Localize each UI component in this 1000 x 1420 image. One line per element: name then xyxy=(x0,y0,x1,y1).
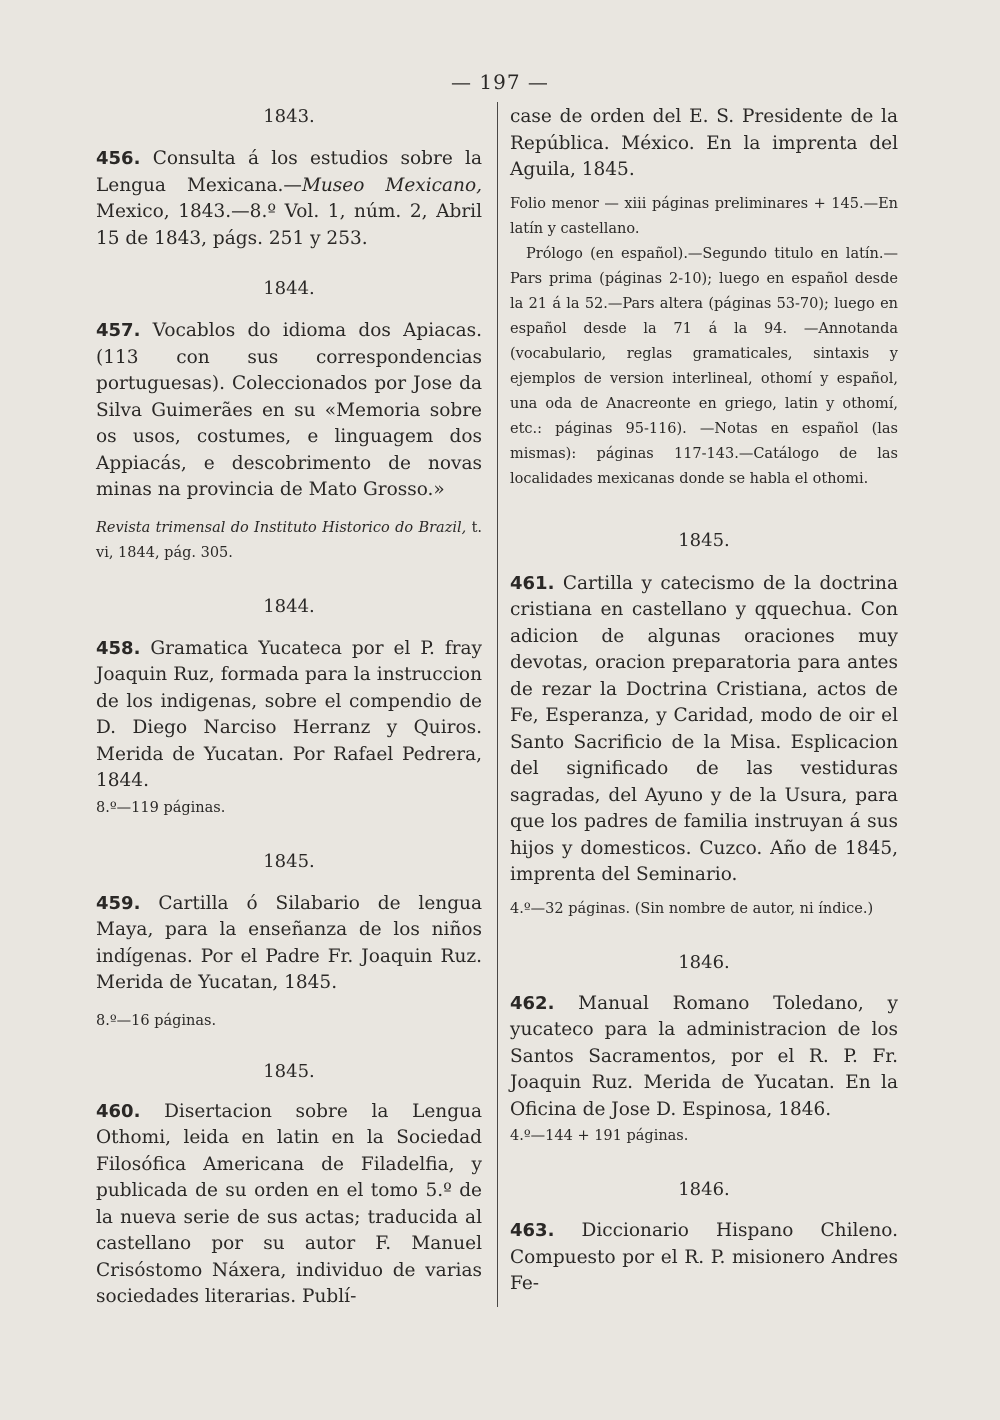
entry-text: Cartilla ó Silabario de lengua Maya, para la enseñanza de los niños indígenas. Por el Padre Fr. Joaquin Ruz. Merida de Yucatan, 1845. xyxy=(96,892,482,993)
entry-number: 459. xyxy=(96,892,141,914)
entry-462 xyxy=(510,991,898,1124)
entry-number: 461. xyxy=(510,572,555,594)
entry-456 xyxy=(96,146,482,252)
year-heading: 1845. xyxy=(263,1060,315,1082)
entry-457 xyxy=(96,318,482,504)
year-heading: 1846. xyxy=(678,1179,730,1200)
entry-note: Folio menor — xiii páginas preliminares + 145.—En latín y castellano. xyxy=(510,195,898,237)
entry-461 xyxy=(510,571,898,889)
column-divider xyxy=(497,102,498,1307)
year-heading: 1846. xyxy=(678,951,730,973)
year-heading: 1845. xyxy=(263,850,315,872)
entry-number: 457. xyxy=(96,320,141,341)
entry-note: 4.º—32 páginas. (Sin nombre de autor, ni índice.) xyxy=(510,900,874,917)
entry-number: 462. xyxy=(510,992,555,1014)
entry-text: Vocablos do idioma dos Apiacas. (113 con sus correspondencias portuguesas). Coleccionados por Jose da Silva Guimerães en su «Memoria sobre os usos, costumes, e linguagem dos Appiacás, e descobrimento de novas minas na provincia de Mato Grosso.» xyxy=(96,320,482,500)
citation-text: t. vi, 1844, pág. 305. xyxy=(96,519,483,561)
entry-number: 463. xyxy=(510,1220,555,1241)
entry-italic: Museo Mexicano, xyxy=(301,174,482,196)
entry-text: Disertacion sobre la Lengua Othomi, leida en latin en la Sociedad Filosófica Americana de Filadelfia, y publicada de su orden en el tomo 5.º de la nueva serie de sus actas; traducida al castellano por su autor F. Manuel Crisóstomo Náxera, individuo de varias sociedades literarias. Publí- xyxy=(96,1100,482,1307)
entry-number: 460. xyxy=(96,1100,141,1122)
entry-text: Cartilla y catecismo de la doctrina cristiana en castellano y qquechua. Con adicion de algunas oraciones muy devotas, oracion preparatoria para antes de rezar la Doctrina Cristiana, actos de Fe, Esperanza, y Caridad, modo de oir el Santo Sacrificio de la Misa. Esplicacion del significado de las vestiduras sagradas, del Ayuno y de la Usura, para que los padres de familia instruyan á sus hijos y domesticos. Cuzco. Año de 1845, imprenta del Seminario. xyxy=(510,572,898,885)
entry-text: Gramatica Yucateca por el P. fray Joaquin Ruz, formada para la instruccion de los indigenas, sobre el compendio de D. Diego Narciso Herranz y Quiros. Merida de Yucatan. Por Rafael Pedrera, 1844. xyxy=(96,637,482,791)
entry-number: 458. xyxy=(96,637,141,659)
entry-note: 8.º—16 páginas. xyxy=(96,1012,217,1029)
year-heading: 1844. xyxy=(263,595,315,617)
right-column xyxy=(510,100,898,1298)
entry-note: Prólogo (en español).—Segundo titulo en latín.—Pars prima (páginas 2-10); luego en español desde la 21 á la 52.—Pars altera (páginas 53-70); luego en español desde la 71 á la 94. —Annotanda (vocabulario, reglas gramaticales, sintaxis y ejemplos de version interlineal, othomí y español, una oda de Anacreonte en griego, latin y othomí, etc.: páginas 95-116). —Notas en español (las mismas): páginas 117-143.—Catálogo de las localidades mexicanas donde se habla el othomi. xyxy=(510,245,898,487)
entry-460 xyxy=(96,1099,482,1311)
entry-note: 4.º—144 + 191 páginas. xyxy=(510,1128,689,1144)
entry-458 xyxy=(96,636,482,795)
entry-459 xyxy=(96,891,482,997)
page-number: — 197 — xyxy=(451,70,549,94)
citation-italic: Revista trimensal do Instituto Historico do Brazil, xyxy=(96,519,467,536)
entry-460-continued: case de orden del E. S. Presidente de la República. México. En la imprenta del Aguila, 1845. xyxy=(510,106,898,180)
citation xyxy=(96,516,482,566)
entry-note: 8.º—119 páginas. xyxy=(96,799,226,816)
year-heading: 1845. xyxy=(678,529,730,551)
year-heading: 1844. xyxy=(263,278,315,299)
entry-text: Manual Romano Toledano, y yucateco para la administracion de los Santos Sacramentos, por el R. P. Fr. Joaquin Ruz. Merida de Yucatan. En la Oficina de Jose D. Espinosa, 1846. xyxy=(510,992,898,1120)
left-column xyxy=(96,100,482,1311)
entry-text: Mexico, 1843.—8.º Vol. 1, núm. 2, Abril 15 de 1843, págs. 251 y 253. xyxy=(96,201,482,249)
entry-463 xyxy=(510,1218,898,1298)
entry-text: Diccionario Hispano Chileno. Compuesto por el R. P. misionero Andres Fe- xyxy=(510,1220,898,1294)
entry-text: Consulta á los estudios sobre la Lengua Mexicana.— xyxy=(96,148,482,196)
entry-number: 456. xyxy=(96,148,141,169)
year-heading: 1843. xyxy=(263,106,315,127)
